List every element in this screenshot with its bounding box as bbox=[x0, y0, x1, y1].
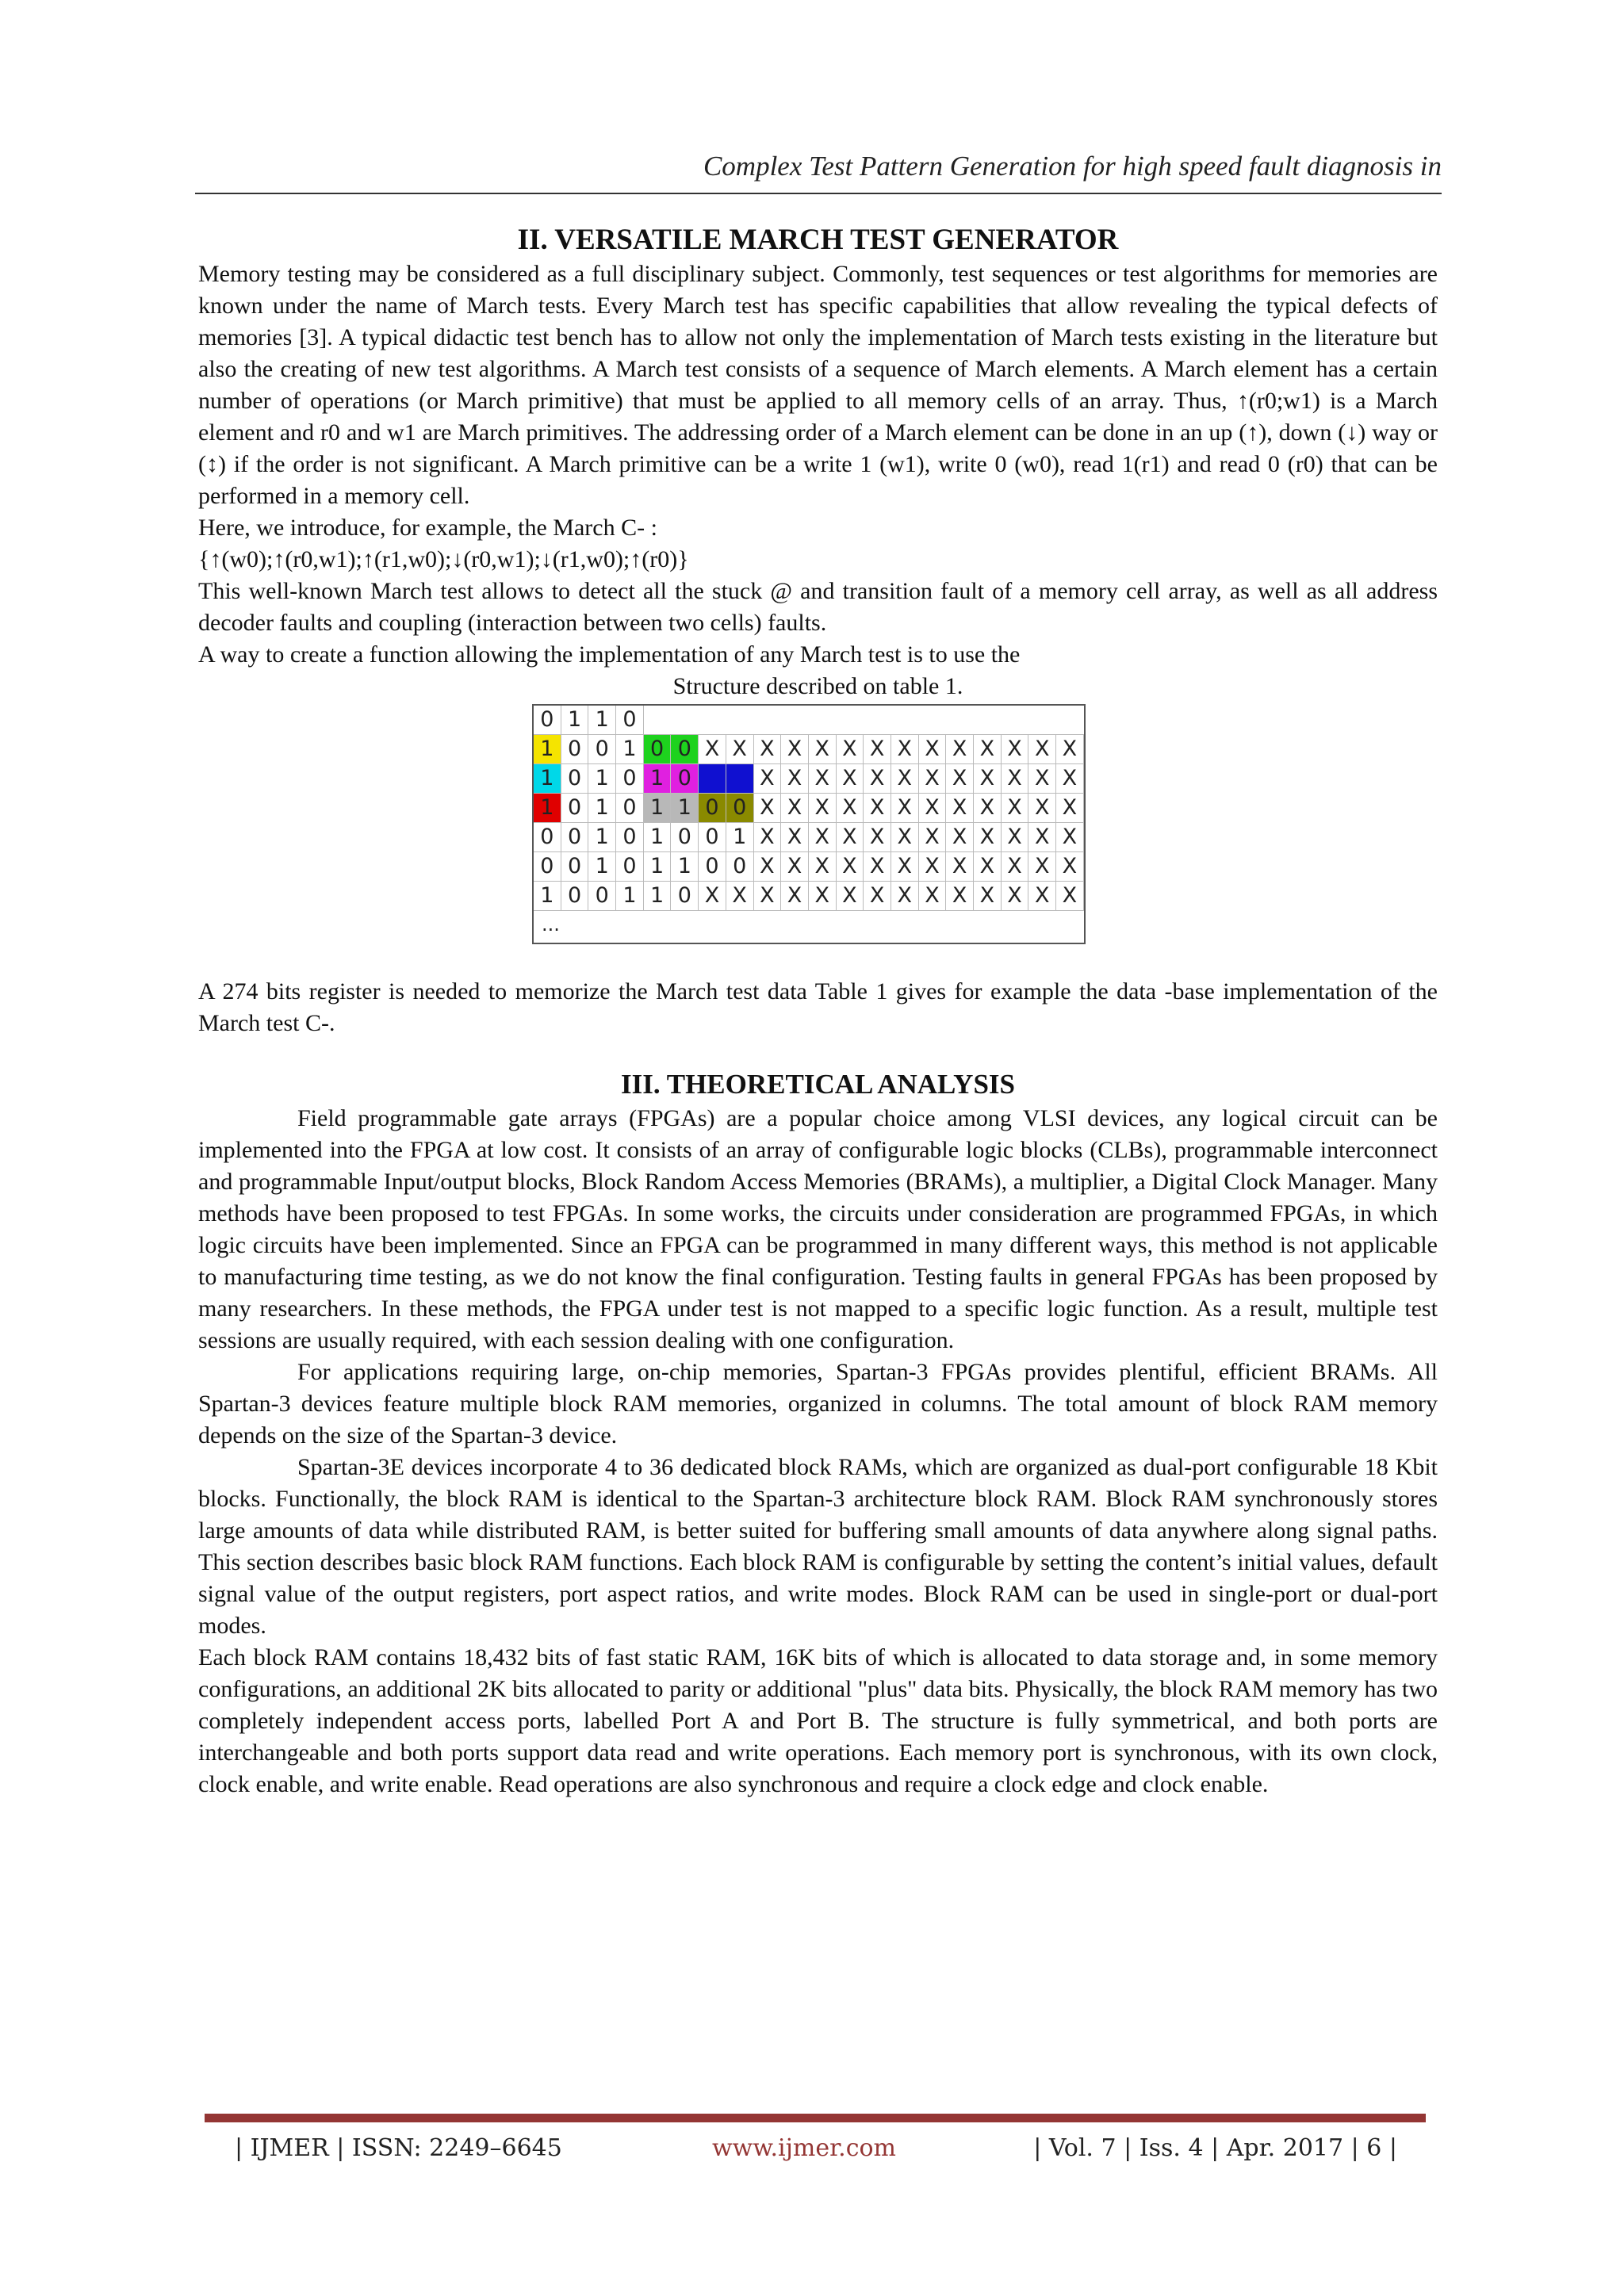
table-cell: 0 bbox=[699, 852, 726, 881]
table-cell: X bbox=[974, 735, 1002, 763]
table-cell: X bbox=[1002, 823, 1029, 851]
table-cell bbox=[699, 764, 726, 793]
table-row bbox=[534, 764, 1084, 794]
table-row bbox=[534, 823, 1084, 852]
table-cell bbox=[726, 764, 754, 793]
section-3-paragraph-4: Each block RAM contains 18,432 bits of fast static RAM, 16K bits of which is allocated to data storage and, in some memory configurations, an additional 2K bits allocated to parity or additional "plus" data bits. Physically, the block RAM memory has two completely independent access ports, labelled Port A and Port B. The structure is fully symmetrical, and both ports are interchangeable and both ports support data read and write operations. Each memory port is synchronous, with its own clock, clock enable, and write enable. Read operations are also synchronous and require a clock edge and clock enable. bbox=[198, 1644, 1438, 1797]
table-cell: X bbox=[974, 823, 1002, 851]
table-cell: X bbox=[754, 852, 782, 881]
table-cell: X bbox=[837, 852, 864, 881]
table-cell: X bbox=[891, 764, 919, 793]
table-cell: X bbox=[1002, 852, 1029, 881]
table-cell: X bbox=[781, 823, 809, 851]
table-cell: X bbox=[699, 735, 726, 763]
table-cell: 1 bbox=[534, 882, 561, 910]
table-cell: 1 bbox=[644, 823, 672, 851]
table-cell: 0 bbox=[561, 735, 589, 763]
section-3-heading bbox=[198, 1066, 1438, 1103]
table-cell: X bbox=[754, 764, 782, 793]
table-cell: X bbox=[809, 735, 837, 763]
table-cell: 1 bbox=[644, 882, 672, 910]
table-cell: X bbox=[974, 882, 1002, 910]
table-cell: 0 bbox=[616, 852, 644, 881]
table-cell: 1 bbox=[588, 706, 616, 734]
table-cell: 0 bbox=[561, 852, 589, 881]
table-cell: X bbox=[809, 764, 837, 793]
table-cell: X bbox=[864, 735, 891, 763]
table-cell: X bbox=[946, 794, 974, 822]
table-cell: X bbox=[1028, 882, 1056, 910]
table-1 bbox=[532, 704, 1086, 944]
table-cell: X bbox=[1002, 794, 1029, 822]
table-cell: X bbox=[1056, 882, 1084, 910]
table-cell: X bbox=[726, 735, 754, 763]
table-cell: X bbox=[809, 823, 837, 851]
table-cell: X bbox=[864, 794, 891, 822]
table-cell: X bbox=[1056, 764, 1084, 793]
table-cell: X bbox=[974, 852, 1002, 881]
table-cell: X bbox=[809, 882, 837, 910]
table-row bbox=[534, 882, 1084, 911]
table-row bbox=[534, 852, 1084, 882]
section-3-title: THEORETICAL ANALYSIS bbox=[666, 1069, 1016, 1100]
table-cell: X bbox=[864, 882, 891, 910]
table-cell: X bbox=[1002, 735, 1029, 763]
table-cell: X bbox=[891, 823, 919, 851]
table-cell: 0 bbox=[561, 764, 589, 793]
table-cell: X bbox=[809, 794, 837, 822]
table-cell: X bbox=[919, 852, 947, 881]
table-row bbox=[534, 706, 1084, 735]
table-cell: 1 bbox=[671, 852, 699, 881]
table-cell: 0 bbox=[644, 735, 672, 763]
table-cell: X bbox=[919, 735, 947, 763]
table-cell: X bbox=[699, 882, 726, 910]
table-cell: 0 bbox=[588, 882, 616, 910]
footer-issue: | Vol. 7 | Iss. 4 | Apr. 2017 | 6 | bbox=[1033, 2134, 1397, 2162]
table-cell: X bbox=[754, 735, 782, 763]
table-cell: X bbox=[946, 852, 974, 881]
table-cell: 1 bbox=[588, 852, 616, 881]
footer-rule bbox=[205, 2114, 1426, 2122]
table-cell: X bbox=[837, 823, 864, 851]
footer-website-link[interactable]: www.ijmer.com bbox=[712, 2134, 897, 2162]
table-cell: 0 bbox=[616, 706, 644, 734]
table-cell: X bbox=[781, 882, 809, 910]
table-cell: 0 bbox=[699, 794, 726, 822]
table-cell: X bbox=[1028, 764, 1056, 793]
table-cell: 0 bbox=[671, 823, 699, 851]
table-cell: X bbox=[754, 823, 782, 851]
table-cell: X bbox=[1056, 794, 1084, 822]
table-cell: X bbox=[837, 764, 864, 793]
table-cell: 0 bbox=[534, 852, 561, 881]
table-cell: X bbox=[974, 764, 1002, 793]
table-cell: X bbox=[754, 882, 782, 910]
table-cell: X bbox=[946, 735, 974, 763]
table-cell: X bbox=[891, 882, 919, 910]
table-cell: 0 bbox=[616, 823, 644, 851]
table-cell: X bbox=[891, 794, 919, 822]
footer-journal: | IJMER | ISSN: 2249–6645 bbox=[235, 2134, 562, 2162]
section-3-paragraph-1: Field programmable gate arrays (FPGAs) are a popular choice among VLSI devices, any logical circuit can be implemented into the FPGA at low cost. It consists of an array of configurable logic blocks (CLBs), programmable interconnect and programmable Input/output blocks, Block Random Access Memories (BRAMs), a multiplier, a Digital Clock Manager. Many methods have been proposed to test FPGAs. In some works, the circuits under consideration are programmed FPGAs, in which logic circuits have been implemented. Since an FPGA can be programmed in many different ways, this method is not applicable to manufacturing time testing, as we do not know the final configuration. Testing faults in general FPGAs has been proposed by many researchers. In these methods, the FPGA under test is not mapped to a specific logic function. As a result, multiple test sessions are usually required, with each session dealing with one configuration. bbox=[198, 1105, 1438, 1353]
table-cell: X bbox=[781, 794, 809, 822]
table-cell: X bbox=[974, 794, 1002, 822]
table-cell: 0 bbox=[534, 823, 561, 851]
table-cell: X bbox=[837, 794, 864, 822]
table-cell: X bbox=[1056, 735, 1084, 763]
table-cell: 1 bbox=[588, 764, 616, 793]
section-3-paragraph-2: For applications requiring large, on-chip memories, Spartan-3 FPGAs provides plentiful, efficient BRAMs. All Spartan-3 devices feature multiple block RAM memories, organized in columns. The total amount of block RAM memory depends on the size of the Spartan-3 device. bbox=[198, 1359, 1438, 1448]
table-cell: X bbox=[837, 882, 864, 910]
running-title: Complex Test Pattern Generation for high speed fault diagnosis in bbox=[703, 151, 1442, 182]
table-cell: X bbox=[1002, 882, 1029, 910]
table-cell: 1 bbox=[616, 882, 644, 910]
table-cell: 1 bbox=[671, 794, 699, 822]
table-cell: 0 bbox=[561, 823, 589, 851]
table-cell: 1 bbox=[644, 794, 672, 822]
section-2-paragraph-5: A 274 bits register is needed to memorize the March test data Table 1 gives for example the data -base implementation of the March test C-. bbox=[198, 978, 1438, 1036]
table-cell: X bbox=[864, 764, 891, 793]
table-cell: 0 bbox=[671, 735, 699, 763]
table-cell: 0 bbox=[616, 794, 644, 822]
table-cell: 0 bbox=[588, 735, 616, 763]
table-cell: 1 bbox=[588, 823, 616, 851]
table-cell: X bbox=[891, 852, 919, 881]
table-cell: 0 bbox=[534, 706, 561, 734]
main-content bbox=[198, 222, 1438, 1800]
table-cell: X bbox=[1028, 823, 1056, 851]
table-1-caption: Structure described on table 1. bbox=[672, 673, 963, 699]
table-cell: 1 bbox=[534, 794, 561, 822]
footer bbox=[235, 2131, 1397, 2166]
table-cell: X bbox=[919, 882, 947, 910]
table-cell: X bbox=[919, 764, 947, 793]
table-cell: X bbox=[1028, 735, 1056, 763]
table-cell: X bbox=[1028, 852, 1056, 881]
table-cell: X bbox=[946, 764, 974, 793]
table-cell: 0 bbox=[561, 794, 589, 822]
table-cell: 1 bbox=[644, 764, 672, 793]
table-cell: 0 bbox=[726, 794, 754, 822]
table-cell: X bbox=[1028, 794, 1056, 822]
table-cell: X bbox=[726, 882, 754, 910]
table-cell: X bbox=[919, 794, 947, 822]
table-cell: 1 bbox=[534, 735, 561, 763]
table-cell: 1 bbox=[561, 706, 589, 734]
table-cell: X bbox=[781, 852, 809, 881]
table-cell: X bbox=[946, 882, 974, 910]
table-row bbox=[534, 794, 1084, 823]
table-row bbox=[534, 735, 1084, 764]
table-cell: X bbox=[837, 735, 864, 763]
table-cell: 1 bbox=[588, 794, 616, 822]
section-2-paragraph-2: Here, we introduce, for example, the March C- : bbox=[198, 515, 657, 541]
section-2-paragraph-4: A way to create a function allowing the implementation of any March test is to use the bbox=[198, 641, 1021, 668]
table-row-ellipsis bbox=[534, 911, 1084, 943]
table-cell: 0 bbox=[671, 764, 699, 793]
table-cell: 0 bbox=[616, 764, 644, 793]
table-cell: 1 bbox=[534, 764, 561, 793]
table-cell: X bbox=[919, 823, 947, 851]
table-cell: X bbox=[1056, 823, 1084, 851]
table-cell: 1 bbox=[616, 735, 644, 763]
section-2-paragraph-1: Memory testing may be considered as a full disciplinary subject. Commonly, test sequences or test algorithms for memories are known under the name of March tests. Every March test has specific capabilities that allow revealing the typical defects of memories [3]. A typical didactic test bench has to allow not only the implementation of March tests existing in the literature but also the creating of new test algorithms. A March test consists of a sequence of March elements. A March element has a certain number of operations (or March primitive) that must be applied to all memory cells of an array. Thus, ↑(r0;w1) is a March element and r0 and w1 are March primitives. The addressing order of a March element can be done in an up (↑), down (↓) way or (↕) if the order is not significant. A March primitive can be a write 1 (w1), write 0 (w0), read 1(r1) and read 0 (r0) that can be performed in a memory cell. bbox=[198, 261, 1438, 509]
table-cell: 0 bbox=[699, 823, 726, 851]
table-cell: X bbox=[781, 735, 809, 763]
table-cell: X bbox=[1002, 764, 1029, 793]
section-3-number: III. bbox=[620, 1069, 661, 1100]
table-cell: 0 bbox=[561, 882, 589, 910]
table-cell: 1 bbox=[644, 852, 672, 881]
table-cell: X bbox=[864, 852, 891, 881]
table-cell: 0 bbox=[671, 882, 699, 910]
table-cell: X bbox=[864, 823, 891, 851]
table-cell: X bbox=[809, 852, 837, 881]
section-3-paragraph-3: Spartan-3E devices incorporate 4 to 36 dedicated block RAMs, which are organized as dual-port configurable 18 Kbit blocks. Functionally, the block RAM is identical to the Spartan-3 architecture block RAM. Block RAM synchronously stores large amounts of data while distributed RAM, is better suited for buffering small amounts of data anywhere along signal paths. This section describes basic block RAM functions. Each block RAM is configurable by setting the content’s initial values, default signal value of the output registers, port aspect ratios, and write modes. Block RAM can be used in single-port or dual-port modes. bbox=[198, 1454, 1438, 1639]
table-cell: 0 bbox=[726, 852, 754, 881]
table-cell: X bbox=[891, 735, 919, 763]
section-2-paragraph-3: This well-known March test allows to detect all the stuck @ and transition fault of a memory cell array, as well as all address decoder faults and coupling (interaction between two cells) faults. bbox=[198, 578, 1438, 636]
table-cell: 1 bbox=[726, 823, 754, 851]
march-c-sequence: {↑(w0);↑(r0,w1);↑(r1,w0);↓(r0,w1);↓(r1,w0);↑(r0)} bbox=[198, 546, 689, 572]
table-cell: X bbox=[754, 794, 782, 822]
table-cell: X bbox=[781, 764, 809, 793]
header-rule bbox=[195, 193, 1442, 194]
table-ellipsis: ... bbox=[542, 913, 560, 936]
section-2-heading: II. VERSATILE MARCH TEST GENERATOR bbox=[517, 224, 1119, 256]
table-cell: X bbox=[1056, 852, 1084, 881]
table-cell: X bbox=[946, 823, 974, 851]
